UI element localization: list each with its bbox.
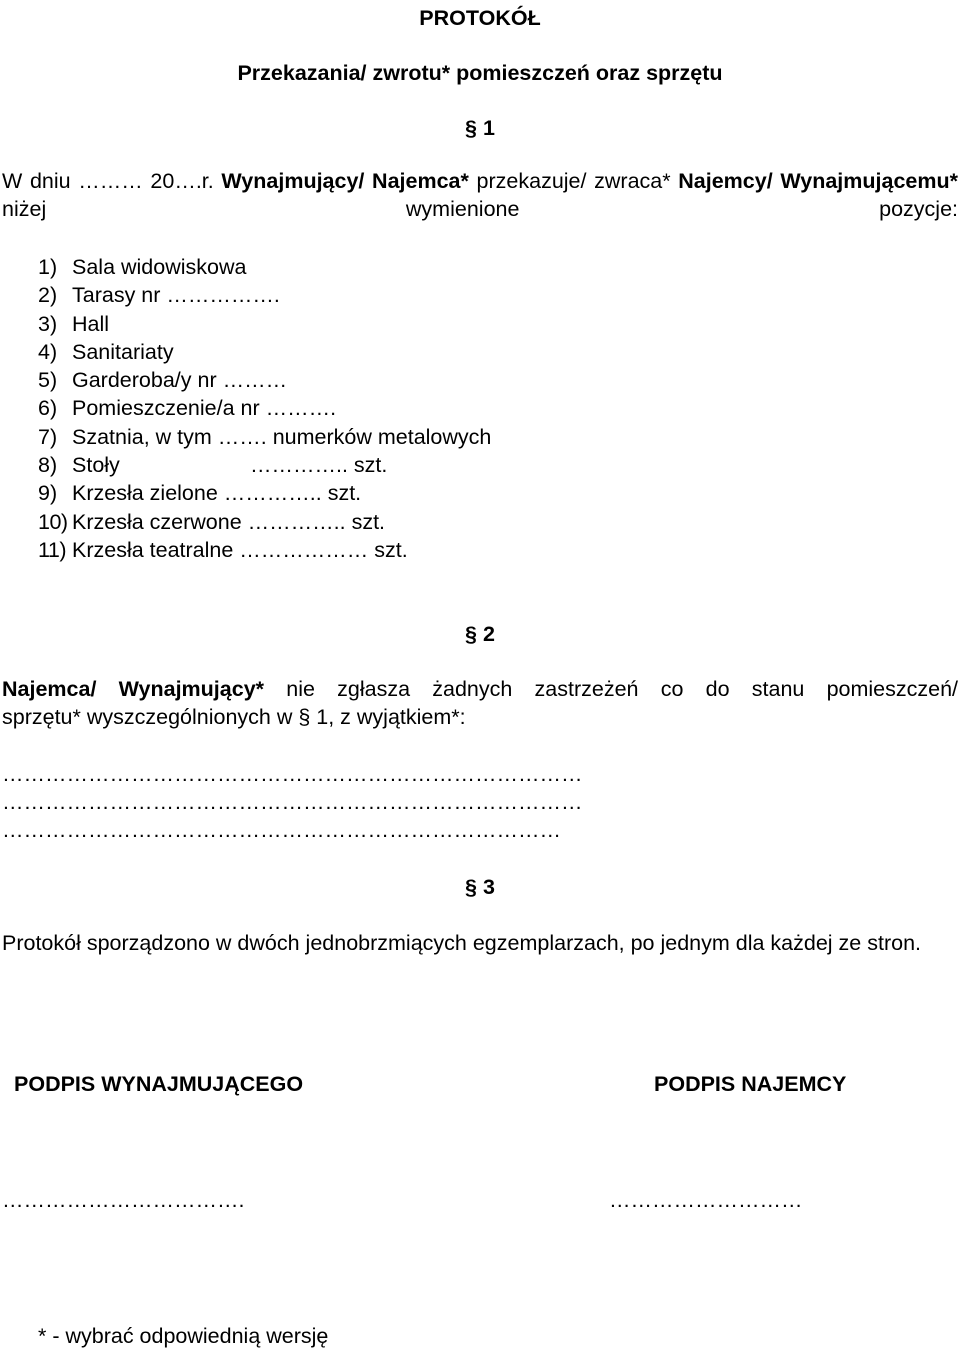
list-item: 2) Tarasy nr ……………. <box>38 283 280 308</box>
items-list <box>38 253 491 564</box>
blank-line: ……………………………………………………………………… <box>2 762 583 786</box>
list-item: 10) Krzesła czerwone ………….. szt. <box>38 509 386 534</box>
intro-verb: przekazuje/ zwraca* <box>476 169 671 193</box>
list-item: 7) Szatnia, w tym ……. numerków metalowych <box>38 424 492 449</box>
signature-line-left: ……………………………. <box>2 1188 245 1212</box>
list-item: 6) Pomieszczenie/a nr ………. <box>38 396 337 421</box>
document-title: PROTOKÓŁ <box>419 6 541 30</box>
list-item: 4) Sanitariaty <box>38 339 174 364</box>
blank-line: ……………………………………………………………………… <box>2 790 583 814</box>
signature-line-right: ……………………… <box>609 1188 803 1212</box>
item-8-quantity: ………….. szt. <box>250 453 388 478</box>
section-2-line-2: sprzętu* wyszczególnionych w § 1, z wyjątkiem*: <box>2 705 466 729</box>
list-item: 11) Krzesła teatralne ……………… szt. <box>38 537 408 562</box>
section-3-mark: § 3 <box>465 875 495 899</box>
blank-line: …………………………………………………………………… <box>2 818 561 842</box>
section-1-mark: § 1 <box>465 116 495 140</box>
footnote: * - wybrać odpowiednią wersję <box>38 1324 329 1348</box>
signature-label-left: PODPIS WYNAJMUJĄCEGO <box>14 1072 304 1096</box>
section-3-text: Protokół sporządzono w dwóch jednobrzmiących egzemplarzach, po jednym dla każdej ze stron. <box>2 931 921 955</box>
section-1-intro <box>2 167 958 223</box>
intro-recipient: Najemcy/ Wynajmującemu* <box>678 169 958 193</box>
section-2-line-1 <box>2 675 958 703</box>
list-item: 8) Stoły ………….. szt. <box>38 451 491 479</box>
signature-label-right: PODPIS NAJEMCY <box>654 1072 847 1096</box>
intro-date: W dniu ……… 20….r. <box>2 169 214 193</box>
document-subtitle: Przekazania/ zwrotu* pomieszczeń oraz sprzętu <box>237 61 723 85</box>
list-item: 1) Sala widowiskowa <box>38 255 247 279</box>
intro-party: Wynajmujący/ Najemca* <box>221 169 469 193</box>
list-item: 5) Garderoba/y nr ……… <box>38 368 288 393</box>
section-2-party: Najemca/ Wynajmujący* <box>2 677 265 701</box>
section-2-mark: § 2 <box>465 622 495 646</box>
intro-end: niżej wymienione pozycje: <box>2 197 958 221</box>
list-item: 9) Krzesła zielone ………….. szt. <box>38 481 362 506</box>
list-item: 3) Hall <box>38 311 110 336</box>
section-2-text-1: nie zgłasza żadnych zastrzeżeń co do stanu pomieszczeń/ <box>286 677 959 701</box>
